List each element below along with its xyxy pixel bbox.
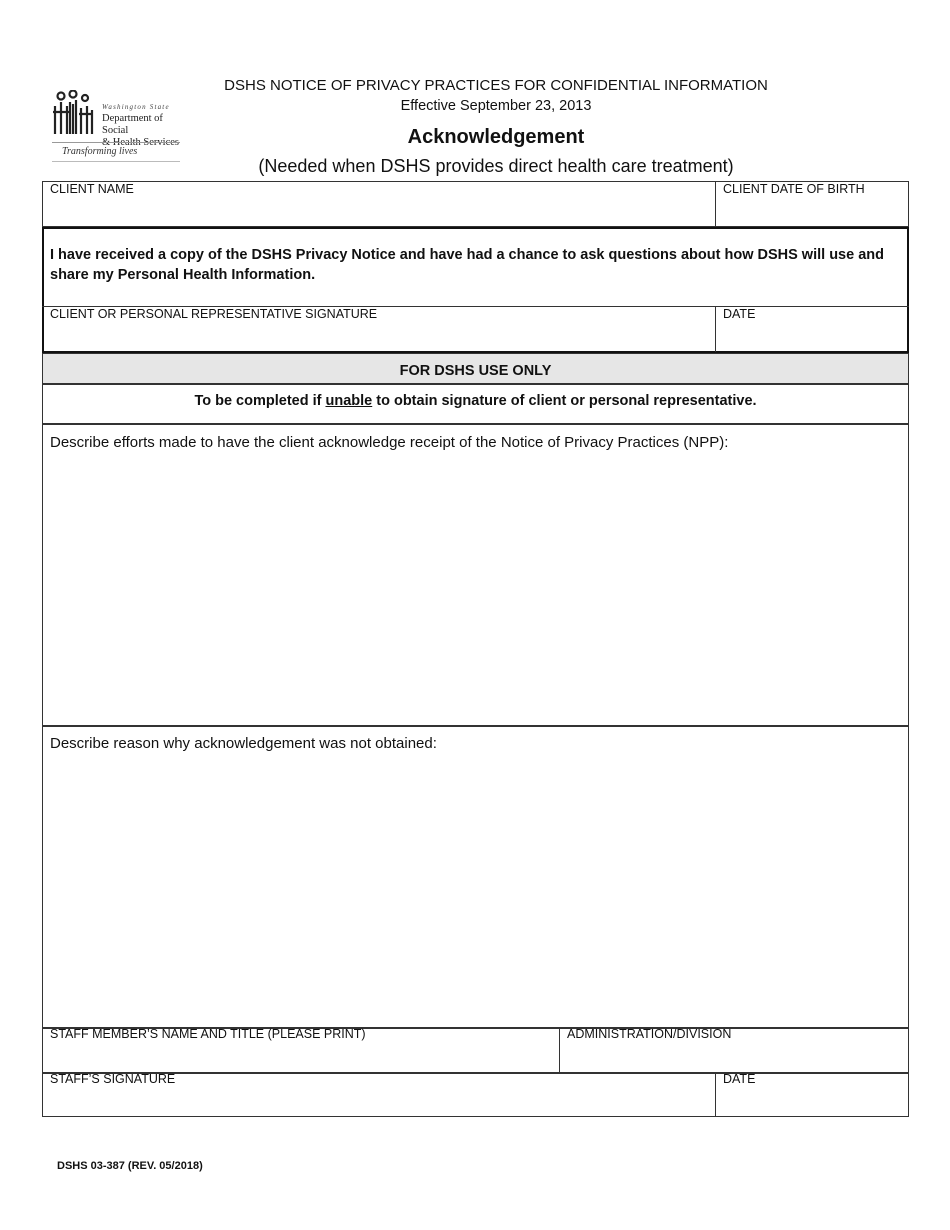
client-date-input[interactable] (723, 326, 903, 346)
staff-date-input[interactable] (723, 1091, 903, 1111)
document-title: DSHS NOTICE OF PRIVACY PRACTICES FOR CONFIDENTIAL INFORMATION (224, 77, 768, 94)
client-name-label: CLIENT NAME (50, 182, 134, 196)
staff-date-label: DATE (723, 1072, 756, 1086)
form-number: DSHS 03-387 (REV. 05/2018) (57, 1160, 203, 1172)
efforts-label: Describe efforts made to have the client acknowledge receipt of the Notice of Privacy Practices (NPP): (50, 434, 729, 451)
logo-tagline: Transforming lives (62, 146, 138, 157)
staff-signature-divider (715, 1074, 716, 1116)
client-dob-label: CLIENT DATE OF BIRTH (723, 182, 865, 196)
client-signature-label: CLIENT OR PERSONAL REPRESENTATIVE SIGNATURE (50, 307, 378, 321)
page-subheading: (Needed when DSHS provides direct health care treatment) (258, 156, 734, 176)
page-heading: Acknowledgement (407, 126, 585, 148)
staff-name-divider (559, 1029, 560, 1072)
logo-department-line2: & Health Services (102, 137, 179, 148)
reason-label: Describe reason why acknowledgement was not obtained: (50, 735, 437, 752)
unable-instruction-prefix: To be completed if (194, 393, 326, 409)
administration-division-label: ADMINISTRATION/DIVISION (567, 1027, 732, 1041)
client-row-divider (715, 182, 716, 226)
staff-signature-input[interactable] (50, 1091, 705, 1111)
unable-instruction-suffix: to obtain signature of client or personal representative. (372, 393, 757, 409)
signature-date-divider (715, 307, 716, 352)
staff-name-title-input[interactable] (50, 1047, 550, 1067)
unable-instruction (42, 393, 909, 409)
client-dob-input[interactable] (723, 202, 903, 222)
logo-department-line1: Department of Social (102, 113, 163, 136)
logo-state-text: Washington State (102, 103, 170, 111)
acknowledgement-statement: I have received a copy of the DSHS Privacy Notice and have had a chance to ask questions about how DSHS will use and share my Personal Health Information. (50, 247, 884, 283)
staff-signature-label: STAFF’S SIGNATURE (50, 1072, 176, 1086)
client-date-label: DATE (723, 307, 756, 321)
client-name-input[interactable] (50, 202, 705, 222)
reason-textarea[interactable] (50, 760, 904, 1024)
administration-division-input[interactable] (567, 1047, 902, 1067)
dshs-use-only-title: FOR DSHS USE ONLY (399, 363, 552, 379)
effective-date: Effective September 23, 2013 (400, 98, 592, 114)
dshs-family-icon (52, 90, 94, 136)
client-signature-input[interactable] (50, 326, 705, 346)
efforts-textarea[interactable] (50, 458, 904, 722)
unable-instruction-underlined: unable (325, 393, 373, 409)
staff-name-title-label: STAFF MEMBER’S NAME AND TITLE (PLEASE PRINT) (50, 1027, 366, 1041)
